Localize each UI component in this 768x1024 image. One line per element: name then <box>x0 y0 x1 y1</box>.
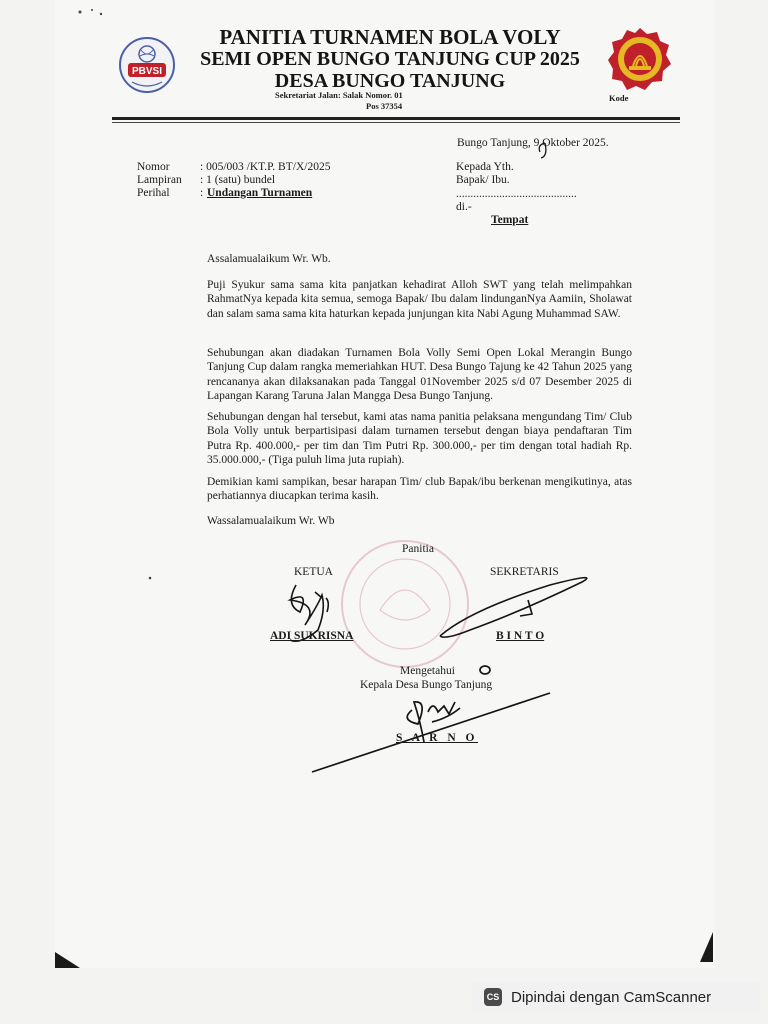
ketua-title: KETUA <box>294 566 333 578</box>
nomor-value: : 005/003 /KT.P. BT/X/2025 <box>200 161 331 173</box>
secretariat-address: Sekretariat Jalan: Salak Nomor. 01 <box>275 90 403 100</box>
emblem-label: Kode <box>609 93 629 103</box>
letterhead-title-line3: DESA BUNGO TANJUNG <box>274 70 506 92</box>
recipient-line3: .......................................... <box>456 188 577 200</box>
postcode: Pos 37354 <box>366 101 403 111</box>
camscanner-icon: CS <box>484 988 502 1006</box>
lampiran-label: Lampiran <box>137 174 182 186</box>
letterhead-title-line2: SEMI OPEN BUNGO TANJUNG CUP 2025 <box>200 48 580 70</box>
greeting: Assalamualaikum Wr. Wb. <box>207 253 331 265</box>
corner-shadow-right <box>700 932 713 962</box>
scan-specks <box>79 9 152 579</box>
paragraph-1: Puji Syukur sama sama kita panjatkan kehadirat Alloh SWT yang telah melimpahkan RahmatNya kepada kita semua, semoga Bapak/ Ibu dalam lindunganNya Aamiin, Sholawat dan salam sama sama kita haturkan kepada junjungan kita Nabi Agung Muhammad SAW. <box>207 279 632 320</box>
corner-shadow <box>55 952 80 968</box>
kepala-title: Kepala Desa Bungo Tanjung <box>360 679 493 691</box>
letterhead-title-line1: PANITIA TURNAMEN BOLA VOLY <box>219 25 561 49</box>
pbvsi-logo-text: PBVSI <box>131 66 163 77</box>
perihal-label: Perihal <box>137 187 170 199</box>
date-handwriting <box>539 143 546 158</box>
ketua-name: ADI SUKRISNA <box>270 630 354 642</box>
recipient-line4: di.- <box>456 201 472 213</box>
perihal-colon: : <box>200 187 204 199</box>
paragraph-2: Sehubungan akan diadakan Turnamen Bola Volly Semi Open Lokal Merangin Bungo Tanjung Cup dalam rangka memeriahkan HUT. Desa Bungo Tajung ke 42 Tahun 2025 yang rencananya akan dilaksanakan pada Tanggal 01November 2025 s/d 07 Desember 2025 di Lapangan Karang Taruna Jalan Mangga Desa Bungo Tanjung. <box>207 347 632 402</box>
camscanner-text: Dipindai dengan CamScanner <box>511 988 712 1006</box>
perihal-value: Undangan Turnamen <box>207 187 313 199</box>
closing: Wassalamualaikum Wr. Wb <box>207 515 335 527</box>
panitia-label: Panitia <box>402 543 434 555</box>
recipient-line2: Bapak/ Ibu. <box>456 174 510 186</box>
panitia-stamp <box>342 541 468 667</box>
recipient-line5: Tempat <box>491 214 529 226</box>
paragraph-4: Demikian kami sampikan, besar harapan Tim/ club Bapak/ibu berkenan mengikutinya, atas perhatiannya diucapkan terima kasih. <box>207 476 632 503</box>
sekretaris-signature <box>440 578 587 637</box>
kepala-name: S A R N O <box>396 732 478 744</box>
date-line: Bungo Tanjung, 9 Oktober 2025. <box>457 137 609 149</box>
mengetahui-label: Mengetahui <box>400 665 455 677</box>
lampiran-value: : 1 (satu) bundel <box>200 174 276 186</box>
camscanner-footer <box>472 982 760 1012</box>
sekretaris-title: SEKRETARIS <box>490 566 559 578</box>
recipient-line1: Kepada Yth. <box>456 161 514 173</box>
nomor-label: Nomor <box>137 161 170 173</box>
sekretaris-name: B I N T O <box>496 630 545 642</box>
paragraph-3: Sehubungan dengan hal tersebut, kami atas nama panitia pelaksana mengundang Tim/ Club Bola Volly untuk berpartisipasi dalam turnamen tersebut dengan biaya pendaftaran Tim Putra Rp. 400.000,- per tim dan Tim Putri Rp. 300.000,- per tim dengan total hadiah Rp. 35.000.000,- (Tiga puluh lima juta rupiah). <box>207 411 632 466</box>
